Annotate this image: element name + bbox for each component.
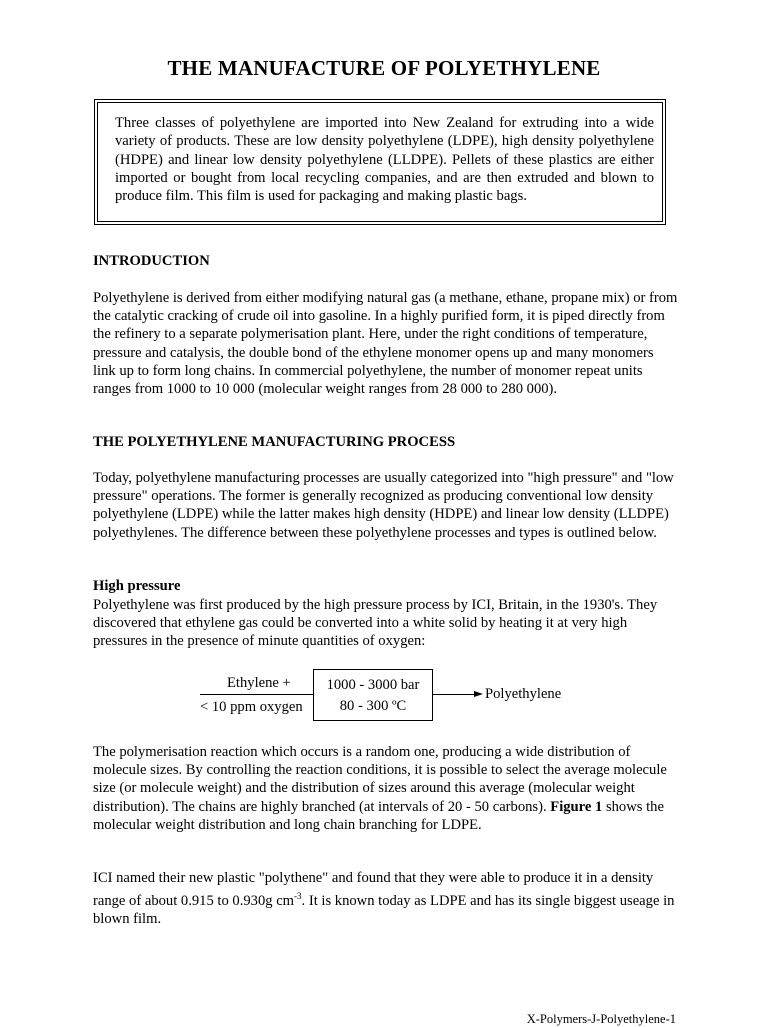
high-pressure-heading: High pressure — [93, 578, 181, 594]
conditions-box — [313, 669, 433, 721]
product-label: Polyethylene — [485, 686, 562, 702]
catalyst-label: < 10 ppm oxygen — [200, 699, 303, 715]
polymerisation-text-1: The polymerisation reaction which occurs is a random one, producing a wide distribution of molecule sizes. By controlling the reaction conditions, it is possible to select the average molecule size (or molecule weight) and the distribution of sizes around this average (molecular weight distribution). The chains are highly branched (at intervals of 20 - 50 carbons). — [93, 744, 667, 815]
ici-paragraph — [93, 869, 678, 928]
reactant-line — [200, 694, 313, 695]
page-title: THE MANUFACTURE OF POLYETHYLENE — [167, 56, 601, 80]
ici-text-2: . It is known today as LDPE and has its single biggest useage in blown film. — [93, 893, 675, 928]
polymerisation-paragraph — [93, 743, 678, 834]
pressure-label: 1000 - 3000 bar — [326, 677, 420, 693]
product-arrow-line — [433, 694, 475, 695]
figure-reference: Figure 1 — [550, 798, 603, 815]
high-pressure-paragraph: Polyethylene was first produced by the high pressure process by ICI, Britain, in the 1930's. They discovered that ethylene gas could be converted into a white solid by heating it at very high pressures in the presence of minute quantities of oxygen: — [93, 597, 658, 650]
temperature-label: 80 - 300 ºC — [339, 698, 407, 714]
introduction-heading: INTRODUCTION — [93, 253, 210, 269]
introduction-paragraph: Polyethylene is derived from either modifying natural gas (a methane, ethane, propane mix) or from the catalytic cracking of crude oil into gasoline. In a highly purified form, it is piped directly from the refinery to a separate polymerisation plant. Here, under the right conditions of temperature, pressure and catalysis, the double bond of the ethylene monomer opens up and many monomers link up to form long chains. In commercial polyethylene, the number of monomer repeat units ranges from 1000 to 10 000 (molecular weight ranges from 28 000 to 280 000). — [93, 290, 678, 398]
ici-superscript: -3 — [294, 891, 302, 902]
process-heading: THE POLYETHYLENE MANUFACTURING PROCESS — [93, 434, 456, 450]
polymerisation-text-2: shows the molecular weight distribution and long chain branching for LDPE. — [93, 798, 664, 833]
summary-box — [94, 99, 666, 225]
page-footer: X-Polymers-J-Polyethylene-1 — [526, 1012, 676, 1026]
arrow-right-icon — [474, 691, 483, 697]
ici-text-1: ICI named their new plastic "polythene" and found that they were able to produce it in a density range of about 0.915 to 0.930g cm — [93, 870, 654, 910]
process-paragraph: Today, polyethylene manufacturing processes are usually categorized into "high pressure" and "low pressure" operations. The former is generally recognized as producing conventional low density polyethylene (LDPE) while the latter makes high density (HDPE) and linear low density (LLDPE) polyethylenes. The difference between these polyethylene processes and types is outlined below. — [93, 470, 674, 541]
summary-text: Three classes of polyethylene are imported into New Zealand for extruding into a wide variety of products. These are low density polyethylene (LDPE), high density polyethylene (HDPE) and linear low density polyethylene (LLDPE). Pellets of these plastics are either imported or bought from local recycling companies, and are then extruded and blown to produce film. This film is used for packaging and making plastic bags. — [115, 115, 654, 205]
reactant-label: Ethylene + — [227, 675, 291, 691]
